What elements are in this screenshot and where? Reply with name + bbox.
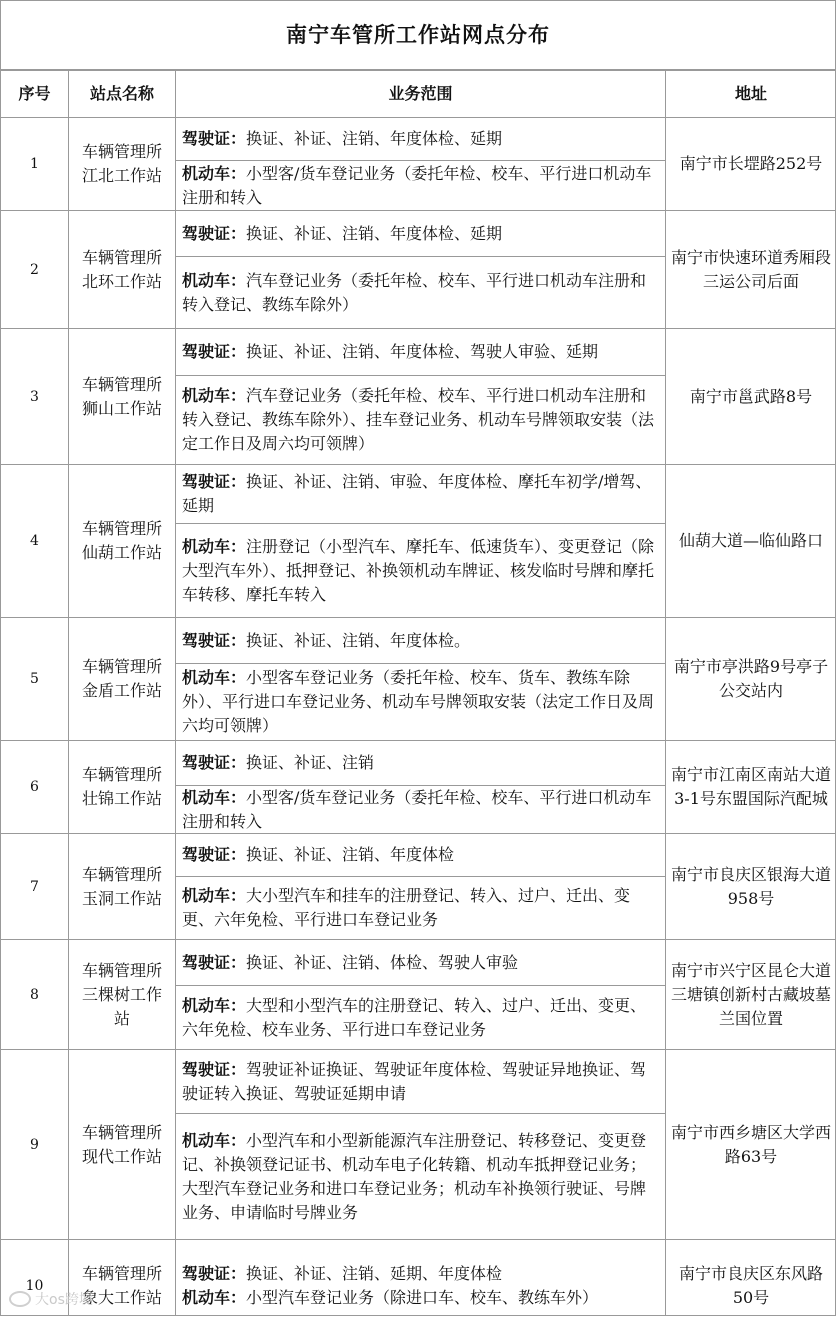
watermark	[9, 1289, 93, 1309]
license-text: 换证、补证、注销、年度体检、驾驶人审验、延期	[246, 342, 599, 361]
vehicle-text: 小型客/货车登记业务（委托年检、校车、平行进口机动车注册和转入	[182, 787, 652, 831]
stations-table	[0, 70, 836, 1316]
business-scope	[176, 741, 666, 834]
station-address: 南宁市邕武路8号	[666, 329, 837, 465]
station-name: 车辆管理所仙葫工作站	[69, 465, 176, 618]
row-index: 9	[1, 1050, 69, 1240]
business-scope	[176, 940, 666, 1050]
license-label: 驾驶证：	[182, 1059, 247, 1079]
vehicle-label: 机动车：	[182, 668, 247, 687]
header-address: 地址	[666, 71, 837, 118]
vehicle-text: 小型客/货车登记业务（委托年检、校车、平行进口机动车注册和转入	[182, 163, 652, 207]
scope-block	[176, 1258, 665, 1314]
license-label: 驾驶证：	[182, 630, 247, 650]
station-address: 南宁市亭洪路9号亭子公交站内	[666, 618, 837, 741]
station-name: 车辆管理所狮山工作站	[69, 329, 176, 465]
vehicle-text: 汽车登记业务（委托年检、校车、平行进口机动车注册和转入登记、教练车除外）	[182, 270, 647, 314]
station-name: 车辆管理所金盾工作站	[69, 618, 176, 741]
license-text: 换证、补证、注销、延期、年度体检	[246, 1264, 503, 1283]
table-header-row	[1, 71, 837, 118]
header-index: 序号	[1, 71, 69, 118]
vehicle-label: 机动车：	[182, 163, 247, 183]
watermark-text: 大os跨境	[35, 1292, 93, 1308]
vehicle-section	[176, 1113, 665, 1239]
license-section	[176, 329, 665, 375]
row-index: 1	[1, 118, 69, 211]
license-label: 驾驶证：	[182, 952, 247, 972]
vehicle-text: 汽车登记业务（委托年检、校车、平行进口机动车注册和转入登记、教练车除外）、挂车登记业务、机动车号牌领取安装（法定工作日及周六均可领牌）	[182, 386, 655, 453]
license-line	[182, 1262, 659, 1286]
station-address: 南宁市江南区南站大道3-1号东盟国际汽配城	[666, 741, 837, 834]
station-address: 南宁市兴宁区昆仑大道三塘镇创新村古藏坡墓兰国位置	[666, 940, 837, 1050]
vehicle-section	[176, 985, 665, 1049]
license-text: 换证、补证、注销、年度体检、延期	[246, 129, 503, 148]
station-address: 仙葫大道—临仙路口	[666, 465, 837, 618]
station-name: 车辆管理所江北工作站	[69, 118, 176, 211]
license-section	[176, 465, 665, 523]
row-index: 6	[1, 741, 69, 834]
station-name: 车辆管理所北环工作站	[69, 211, 176, 329]
row-index: 3	[1, 329, 69, 465]
header-name: 站点名称	[69, 71, 176, 118]
business-scope	[176, 1240, 666, 1317]
business-scope	[176, 118, 666, 211]
license-text: 换证、补证、注销、年度体检。	[246, 630, 471, 650]
license-label: 驾驶证：	[182, 223, 247, 243]
vehicle-text: 小型客车登记业务（委托年检、校车、货车、教练车除外）、平行进口车登记业务、机动车号牌领取安装（法定工作日及周六均可领牌）	[182, 668, 655, 735]
vehicle-line	[182, 1286, 659, 1310]
vehicle-section	[176, 160, 665, 210]
row-index: 8	[1, 940, 69, 1050]
vehicle-label: 机动车：	[182, 536, 247, 556]
vehicle-text: 大型和小型汽车的注册登记、转入、过户、迁出、变更、六年免检、校车业务、平行进口车登记业务	[182, 995, 647, 1039]
station-address: 南宁市西乡塘区大学西路63号	[666, 1050, 837, 1240]
station-address: 南宁市良庆区东风路50号	[666, 1240, 837, 1317]
table-row	[1, 741, 837, 834]
business-scope	[176, 1050, 666, 1240]
row-index: 10	[1, 1240, 69, 1317]
vehicle-section	[176, 523, 665, 617]
license-label: 驾驶证：	[182, 129, 247, 148]
license-label: 驾驶证：	[182, 753, 247, 772]
row-index: 7	[1, 834, 69, 940]
license-label: 驾驶证：	[182, 1264, 247, 1283]
station-address: 南宁市长堽路252号	[666, 118, 837, 211]
vehicle-label: 机动车：	[182, 995, 247, 1015]
business-scope	[176, 329, 666, 465]
table-row	[1, 329, 837, 465]
vehicle-label: 机动车：	[182, 1288, 247, 1307]
vehicle-label: 机动车：	[182, 1130, 247, 1150]
business-scope	[176, 618, 666, 741]
page-title: 南宁车管所工作站网点分布	[1, 1, 835, 70]
vehicle-label: 机动车：	[182, 787, 247, 807]
table-row	[1, 1050, 837, 1240]
row-index: 4	[1, 465, 69, 618]
license-text: 换证、补证、注销、年度体检、延期	[246, 223, 503, 243]
license-section	[176, 834, 665, 876]
vehicle-text: 小型汽车登记业务（除进口车、校车、教练车外）	[246, 1288, 599, 1307]
license-section	[176, 1050, 665, 1113]
vehicle-text: 注册登记（小型汽车、摩托车、低速货车）、变更登记（除大型汽车外）、抵押登记、补换领机动车牌证、核发临时号牌和摩托车转移、摩托车转入	[182, 536, 655, 604]
license-label: 驾驶证：	[182, 472, 247, 491]
license-text: 换证、补证、注销	[246, 753, 375, 772]
vehicle-label: 机动车：	[182, 270, 247, 290]
license-label: 驾驶证：	[182, 845, 247, 864]
vehicle-label: 机动车：	[182, 886, 247, 905]
table-row	[1, 834, 837, 940]
vehicle-section	[176, 375, 665, 464]
license-text: 换证、补证、注销、年度体检	[246, 845, 455, 864]
license-text: 换证、补证、注销、审验、年度体检、摩托车初学/增驾、延期	[182, 472, 652, 515]
table-row	[1, 211, 837, 329]
vehicle-label: 机动车：	[182, 386, 247, 405]
license-section	[176, 618, 665, 663]
license-text: 换证、补证、注销、体检、驾驶人审验	[246, 952, 519, 972]
station-name: 车辆管理所玉洞工作站	[69, 834, 176, 940]
row-index: 5	[1, 618, 69, 741]
business-scope	[176, 211, 666, 329]
license-section	[176, 741, 665, 785]
table-row	[1, 465, 837, 618]
table-row	[1, 940, 837, 1050]
row-index: 2	[1, 211, 69, 329]
license-section	[176, 118, 665, 160]
license-section	[176, 211, 665, 256]
vehicle-section	[176, 256, 665, 328]
vehicle-section	[176, 785, 665, 833]
vehicle-text: 小型汽车和小型新能源汽车注册登记、转移登记、变更登记、补换领登记证书、机动车电子化转籍、机动车抵押登记业务；大型汽车登记业务和进口车登记业务；机动车补换领行驶证、号牌业务、申请临时号牌业务	[182, 1130, 647, 1222]
station-name: 车辆管理所三棵树工作站	[69, 940, 176, 1050]
header-scope: 业务范围	[176, 71, 666, 118]
business-scope	[176, 465, 666, 618]
license-section	[176, 940, 665, 985]
business-scope	[176, 834, 666, 940]
watermark-logo-icon	[9, 1291, 31, 1307]
station-name: 车辆管理所壮锦工作站	[69, 741, 176, 834]
table-row	[1, 118, 837, 211]
vehicle-section	[176, 663, 665, 740]
vehicle-section	[176, 876, 665, 939]
license-text: 驾驶证补证换证、驾驶证年度体检、驾驶证异地换证、驾驶证转入换证、驾驶证延期申请	[182, 1059, 647, 1103]
license-label: 驾驶证：	[182, 342, 247, 361]
station-address: 南宁市快速环道秀厢段三运公司后面	[666, 211, 837, 329]
station-name: 车辆管理所象大工作站	[69, 1240, 176, 1317]
station-name: 车辆管理所现代工作站	[69, 1050, 176, 1240]
table-row	[1, 1240, 837, 1317]
table-row	[1, 618, 837, 741]
vehicle-text: 大小型汽车和挂车的注册登记、转入、过户、迁出、变更、六年免检、平行进口车登记业务	[182, 886, 631, 929]
station-address: 南宁市良庆区银海大道958号	[666, 834, 837, 940]
